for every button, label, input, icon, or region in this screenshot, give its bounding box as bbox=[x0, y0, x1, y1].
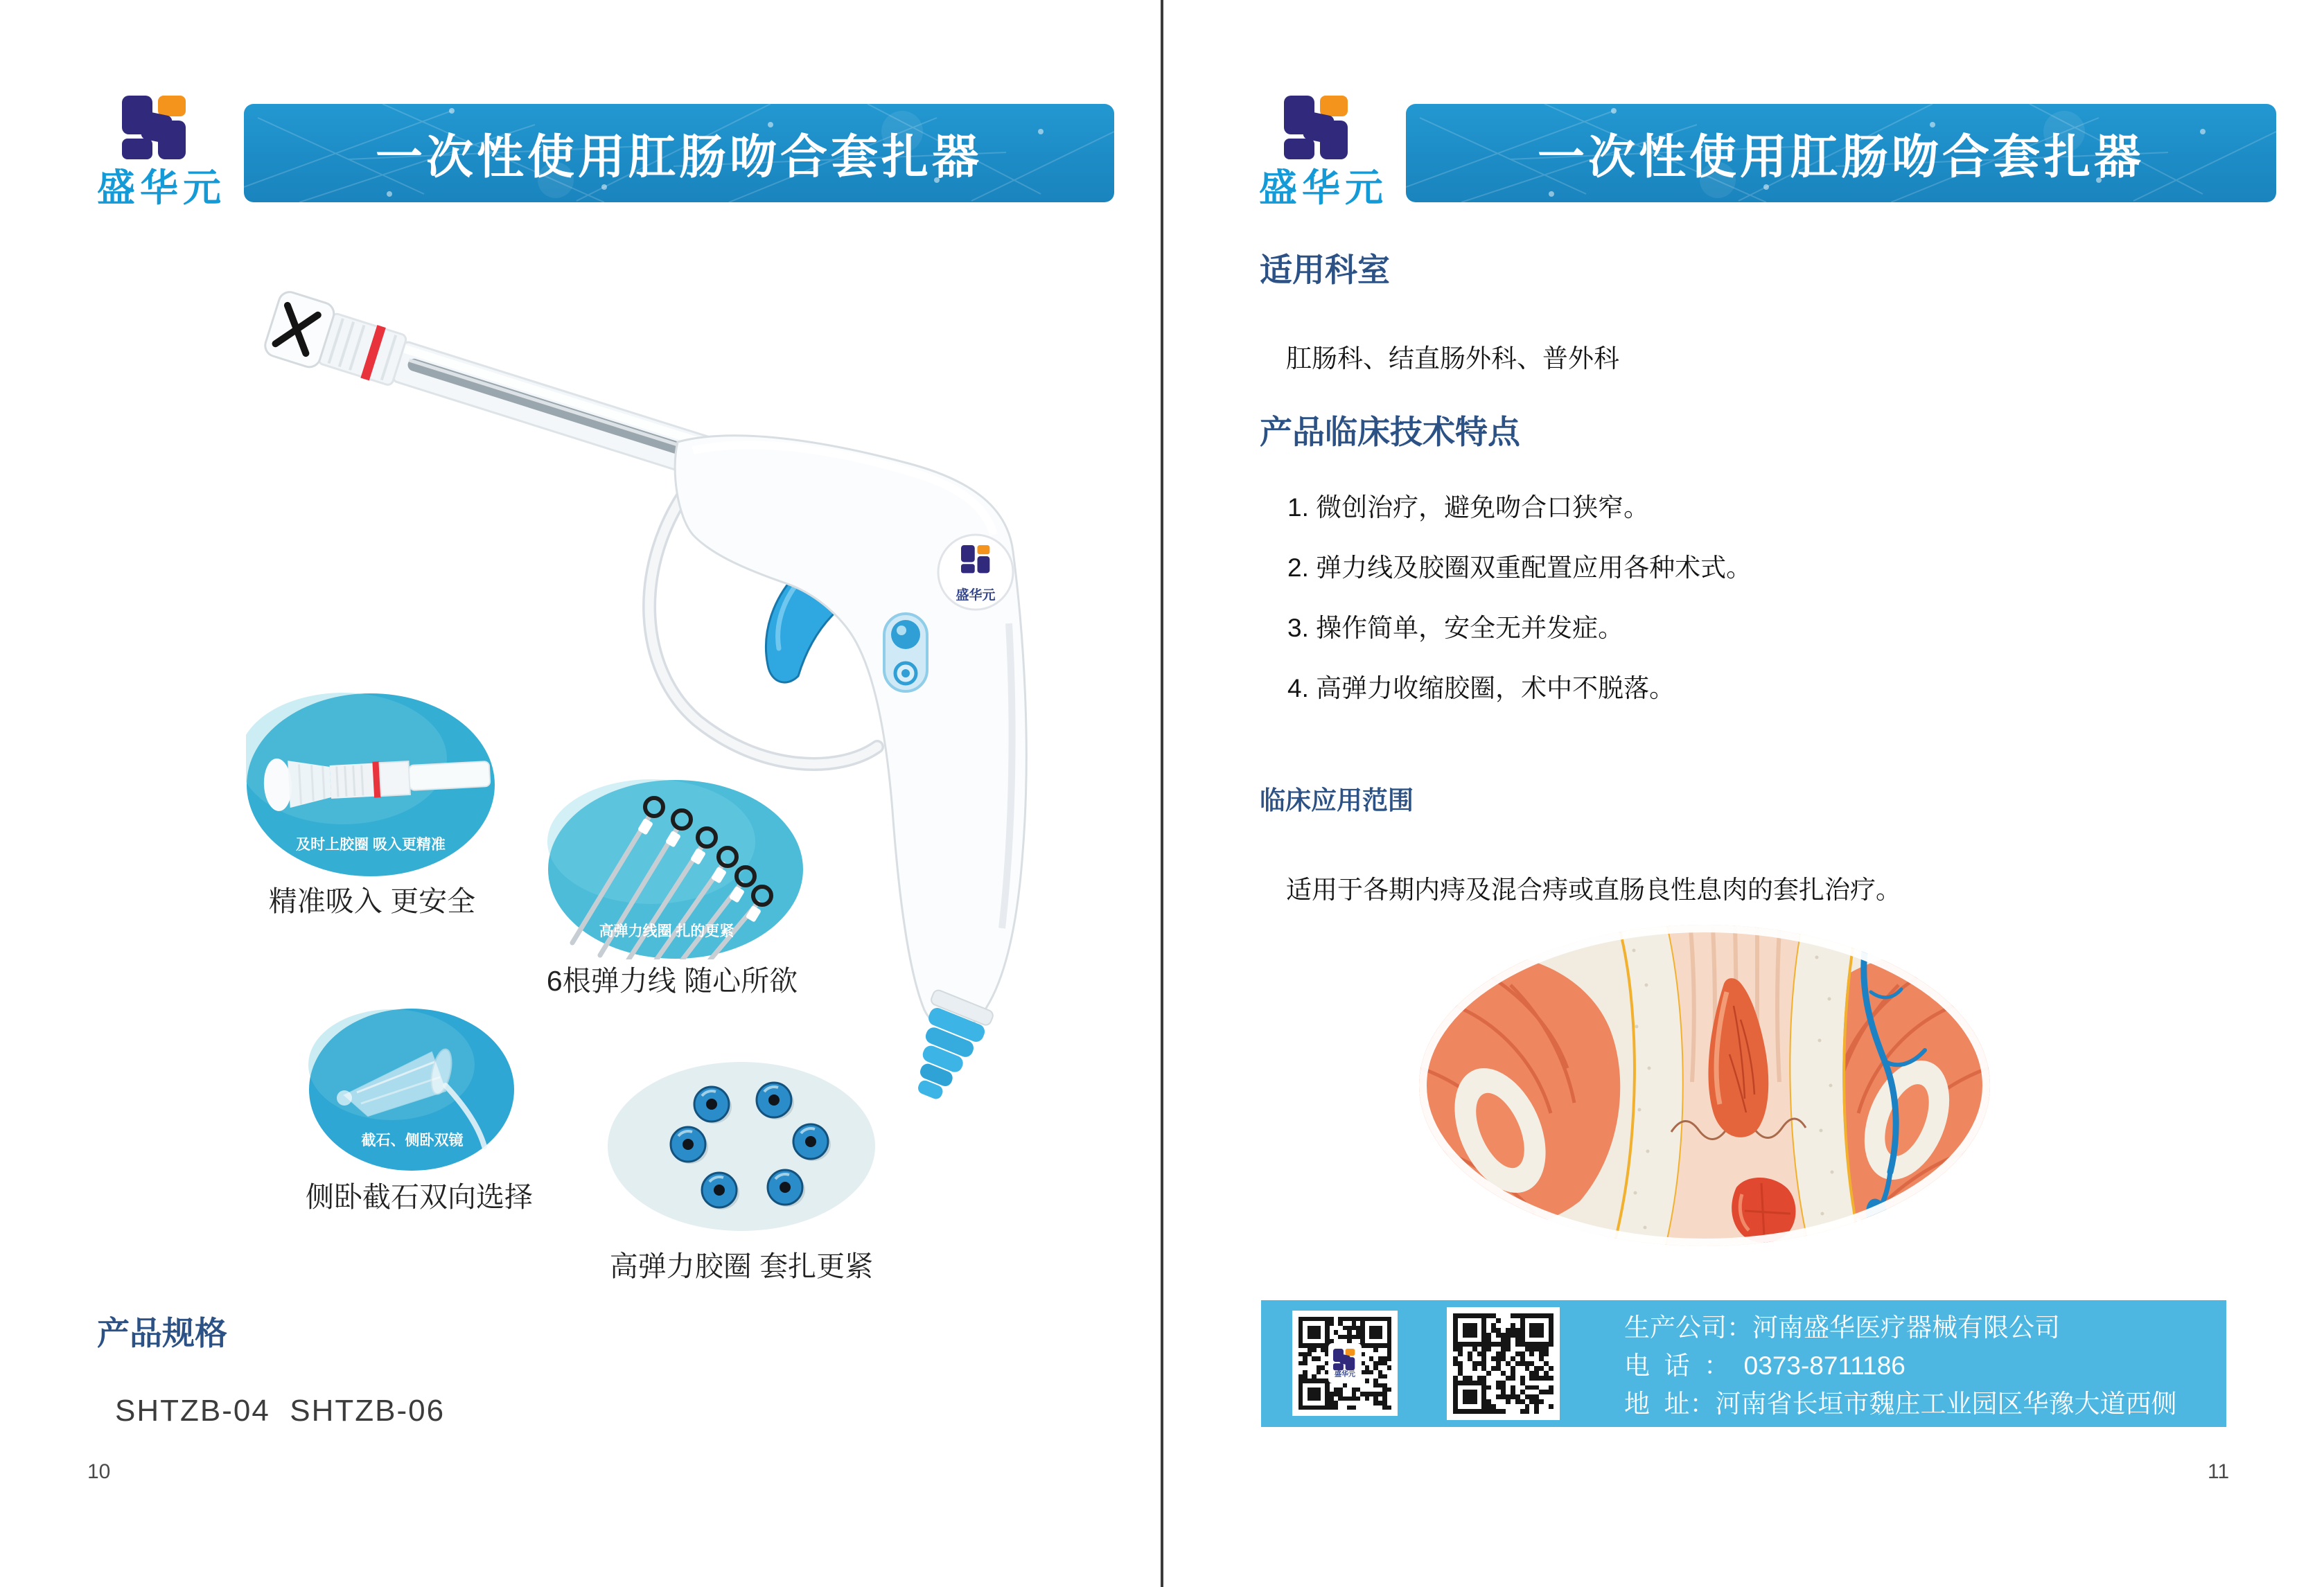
callout2-overlay-caption: 高弹力线圈 扎的更紧 bbox=[599, 923, 734, 939]
feature-item: 3. 操作简单，安全无并发症。 bbox=[1287, 614, 1624, 642]
contact-lines bbox=[1624, 1315, 2177, 1417]
page-divider bbox=[1161, 0, 1163, 1587]
anatomy-illustration-hemorrhoids bbox=[1414, 923, 1996, 1248]
callout-photo-elastic-lines bbox=[547, 779, 804, 959]
contact-phone: 电 话 ： 0373-8711186 bbox=[1624, 1351, 1905, 1380]
qr-code-wechat bbox=[1292, 1311, 1398, 1416]
callout3-label: 侧卧截石双向选择 bbox=[306, 1181, 533, 1213]
dept-heading: 适用科室 bbox=[1260, 251, 1390, 288]
callout4-label: 高弹力胶圈 套扎更紧 bbox=[609, 1250, 874, 1282]
specs-models: SHTZB-04 SHTZB-06 bbox=[115, 1394, 446, 1428]
callout-photo-anoscope bbox=[308, 1008, 516, 1173]
features-list bbox=[1287, 495, 1752, 701]
brand-logo-icon bbox=[1333, 1349, 1357, 1370]
contact-address: 地 址：河南省长垣市魏庄工业园区华豫大道西侧 bbox=[1624, 1390, 2177, 1418]
feature-item: 1. 微创治疗，避免吻合口狭窄。 bbox=[1287, 493, 1650, 522]
contact-company: 生产公司：河南盛华医疗器械有限公司 bbox=[1624, 1313, 2060, 1342]
brand-logo-left bbox=[97, 96, 249, 207]
specs-heading: 产品规格 bbox=[97, 1315, 227, 1351]
brand-logo-icon bbox=[122, 96, 191, 159]
features-heading: 产品临床技术特点 bbox=[1260, 414, 1520, 450]
page-title: 一次性使用肛肠吻合套扎器 bbox=[375, 130, 983, 184]
callout1-label: 精准吸入 更安全 bbox=[268, 885, 476, 917]
feature-item: 2. 弹力线及胶圈双重配置应用各种术式。 bbox=[1287, 553, 1752, 582]
callout2-label: 6根弹力线 随心所欲 bbox=[546, 965, 798, 997]
brand-logo-right bbox=[1259, 96, 1411, 207]
qr-center-logo bbox=[1328, 1343, 1362, 1383]
callout3-overlay-caption: 截石、侧卧双镜 bbox=[361, 1133, 464, 1149]
brand-name: 盛华元 bbox=[1259, 166, 1389, 209]
callout-photo-tip bbox=[246, 693, 495, 877]
page-title: 一次性使用肛肠吻合套扎器 bbox=[1537, 130, 2145, 184]
page-number-left: 10 bbox=[87, 1460, 111, 1483]
feature-item: 4. 高弹力收缩胶圈，术中不脱落。 bbox=[1287, 674, 1675, 702]
page-number-right: 11 bbox=[2208, 1460, 2230, 1483]
callout-photo-rubber-rings bbox=[606, 1061, 877, 1232]
qr-code-website bbox=[1447, 1307, 1560, 1420]
title-banner-left bbox=[244, 104, 1114, 202]
scope-body: 适用于各期内痔及混合痔或直肠良性息肉的套扎治疗。 bbox=[1286, 876, 1901, 904]
brand-logo-icon bbox=[1284, 96, 1353, 159]
contact-block bbox=[1261, 1300, 2226, 1427]
title-banner-right bbox=[1406, 104, 2276, 202]
qr-badge-brand: 盛华元 bbox=[1335, 1370, 1355, 1378]
dept-body: 肛肠科、结直肠外科、普外科 bbox=[1286, 344, 1619, 373]
brand-name: 盛华元 bbox=[97, 166, 227, 209]
device-sticker-brand: 盛华元 bbox=[956, 588, 996, 603]
callout1-overlay-caption: 及时上胶圈 吸入更精准 bbox=[296, 837, 446, 853]
scope-heading: 临床应用范围 bbox=[1260, 786, 1414, 815]
